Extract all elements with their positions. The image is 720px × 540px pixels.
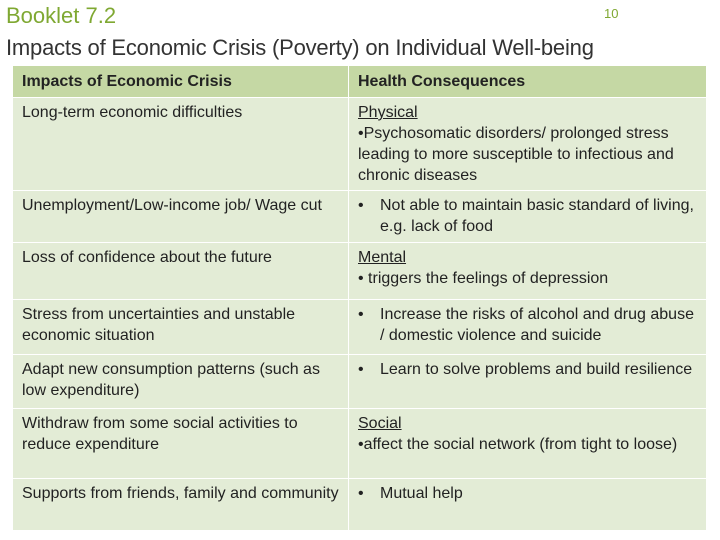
booklet-label: Booklet 7.2 <box>6 3 117 28</box>
category-label: Physical <box>358 104 418 121</box>
page-number: 10 <box>604 6 619 21</box>
impact-cell: Supports from friends, family and community <box>13 479 349 531</box>
bullet-icon: • <box>358 306 364 323</box>
consequence-text: •affect the social network (from tight to loose) <box>358 436 678 453</box>
column-header-consequences: Health Consequences <box>349 66 707 98</box>
impact-cell: Stress from uncertainties and unstable economic situation <box>13 300 349 355</box>
bullet-icon: • <box>358 361 364 378</box>
consequence-text: Learn to solve problems and build resilience <box>380 361 693 378</box>
bullet-icon: • <box>358 485 364 502</box>
consequence-text: Mutual help <box>380 485 463 502</box>
consequence-cell <box>349 409 707 479</box>
consequence-text: Not able to maintain basic standard of living, e.g. lack of food <box>380 197 694 235</box>
consequence-cell <box>349 191 707 243</box>
table-row <box>13 479 707 531</box>
bullet-icon: • <box>358 197 364 214</box>
consequence-cell <box>349 479 707 531</box>
impact-cell: Withdraw from some social activities to reduce expenditure <box>13 409 349 479</box>
table-row <box>13 409 707 479</box>
consequence-cell <box>349 355 707 409</box>
consequence-cell <box>349 98 707 191</box>
column-header-impacts: Impacts of Economic Crisis <box>13 66 349 98</box>
table-row <box>13 355 707 409</box>
category-label: Mental <box>358 249 407 266</box>
table-row <box>13 300 707 355</box>
impact-cell: Unemployment/Low-income job/ Wage cut <box>13 191 349 243</box>
consequence-cell <box>349 243 707 300</box>
table-header-row <box>13 66 707 98</box>
consequence-text: • triggers the feelings of depression <box>358 270 609 287</box>
impact-cell: Loss of confidence about the future <box>13 243 349 300</box>
impacts-table <box>12 65 707 531</box>
page-title: Impacts of Economic Crisis (Poverty) on Individual Well-being <box>6 35 594 60</box>
consequence-cell <box>349 300 707 355</box>
impact-cell: Long-term economic difficulties <box>13 98 349 191</box>
table-row <box>13 243 707 300</box>
consequence-text: Increase the risks of alcohol and drug abuse / domestic violence and suicide <box>380 306 694 344</box>
consequence-text: •Psychosomatic disorders/ prolonged stress leading to more susceptible to infectious and chronic diseases <box>358 125 674 184</box>
table-row <box>13 98 707 191</box>
category-label: Social <box>358 415 402 432</box>
table-row <box>13 191 707 243</box>
impact-cell: Adapt new consumption patterns (such as low expenditure) <box>13 355 349 409</box>
